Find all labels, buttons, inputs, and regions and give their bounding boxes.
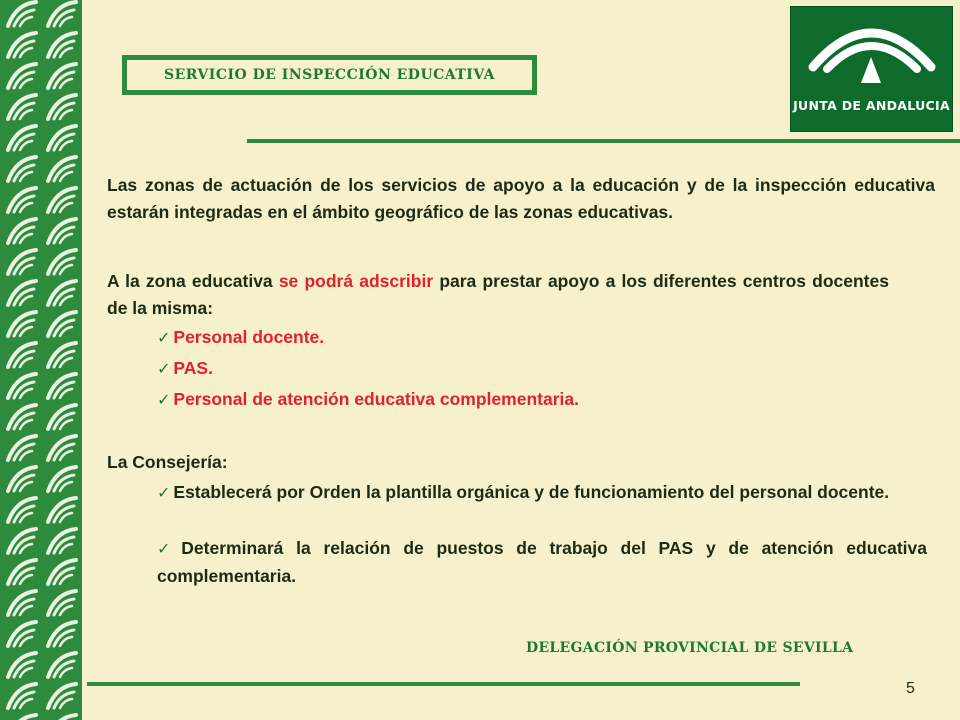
adscription-text-start: A la zona educativa: [107, 271, 279, 291]
checkmark-icon: ✓: [157, 361, 171, 378]
bottom-divider: [87, 682, 800, 686]
checkmark-icon: ✓: [157, 392, 171, 409]
pattern-icon: [0, 0, 82, 720]
list-item: ✓ Personal de atención educativa complementaria.: [157, 389, 579, 409]
list-item: ✓ PAS.: [157, 358, 213, 378]
logo-emblem-icon: [791, 7, 954, 97]
list-item: ✓ Establecerá por Orden la plantilla orgánica y de funcionamiento del personal docente.: [157, 482, 890, 502]
checkmark-icon: ✓: [157, 485, 171, 502]
top-divider: [247, 139, 960, 143]
page-number: 5: [906, 680, 915, 697]
adscription-paragraph: [107, 268, 889, 322]
section-title-box: [122, 55, 537, 95]
checkmark-icon: ✓: [157, 541, 179, 558]
junta-de-andalucia-logo: [790, 6, 953, 132]
section-title: SERVICIO DE INSPECCIÓN EDUCATIVA: [164, 67, 495, 83]
delegation-footer: DELEGACIÓN PROVINCIAL DE SEVILLA: [526, 640, 854, 656]
decorative-left-band: [0, 0, 82, 720]
logo-text: JUNTA DE ANDALUCIA: [793, 98, 950, 113]
consejeria-heading: La Consejería:: [107, 452, 228, 472]
adscription-highlight: se podrá adscribir: [278, 271, 434, 291]
checkmark-icon: ✓: [157, 330, 171, 347]
list-item: ✓ Personal docente.: [157, 327, 325, 347]
intro-paragraph: Las zonas de actuación de los servicios de apoyo a la educación y de la inspección educativa estarán integradas en el ámbito geográfico de las zonas educativas.: [107, 175, 935, 222]
adscription-text-end: para prestar apoyo a los diferentes centros docentes de la misma:: [107, 271, 889, 318]
list-item: ✓ Determinará la relación de puestos de trabajo del PAS y de atención educativa complementaria.: [157, 538, 928, 586]
